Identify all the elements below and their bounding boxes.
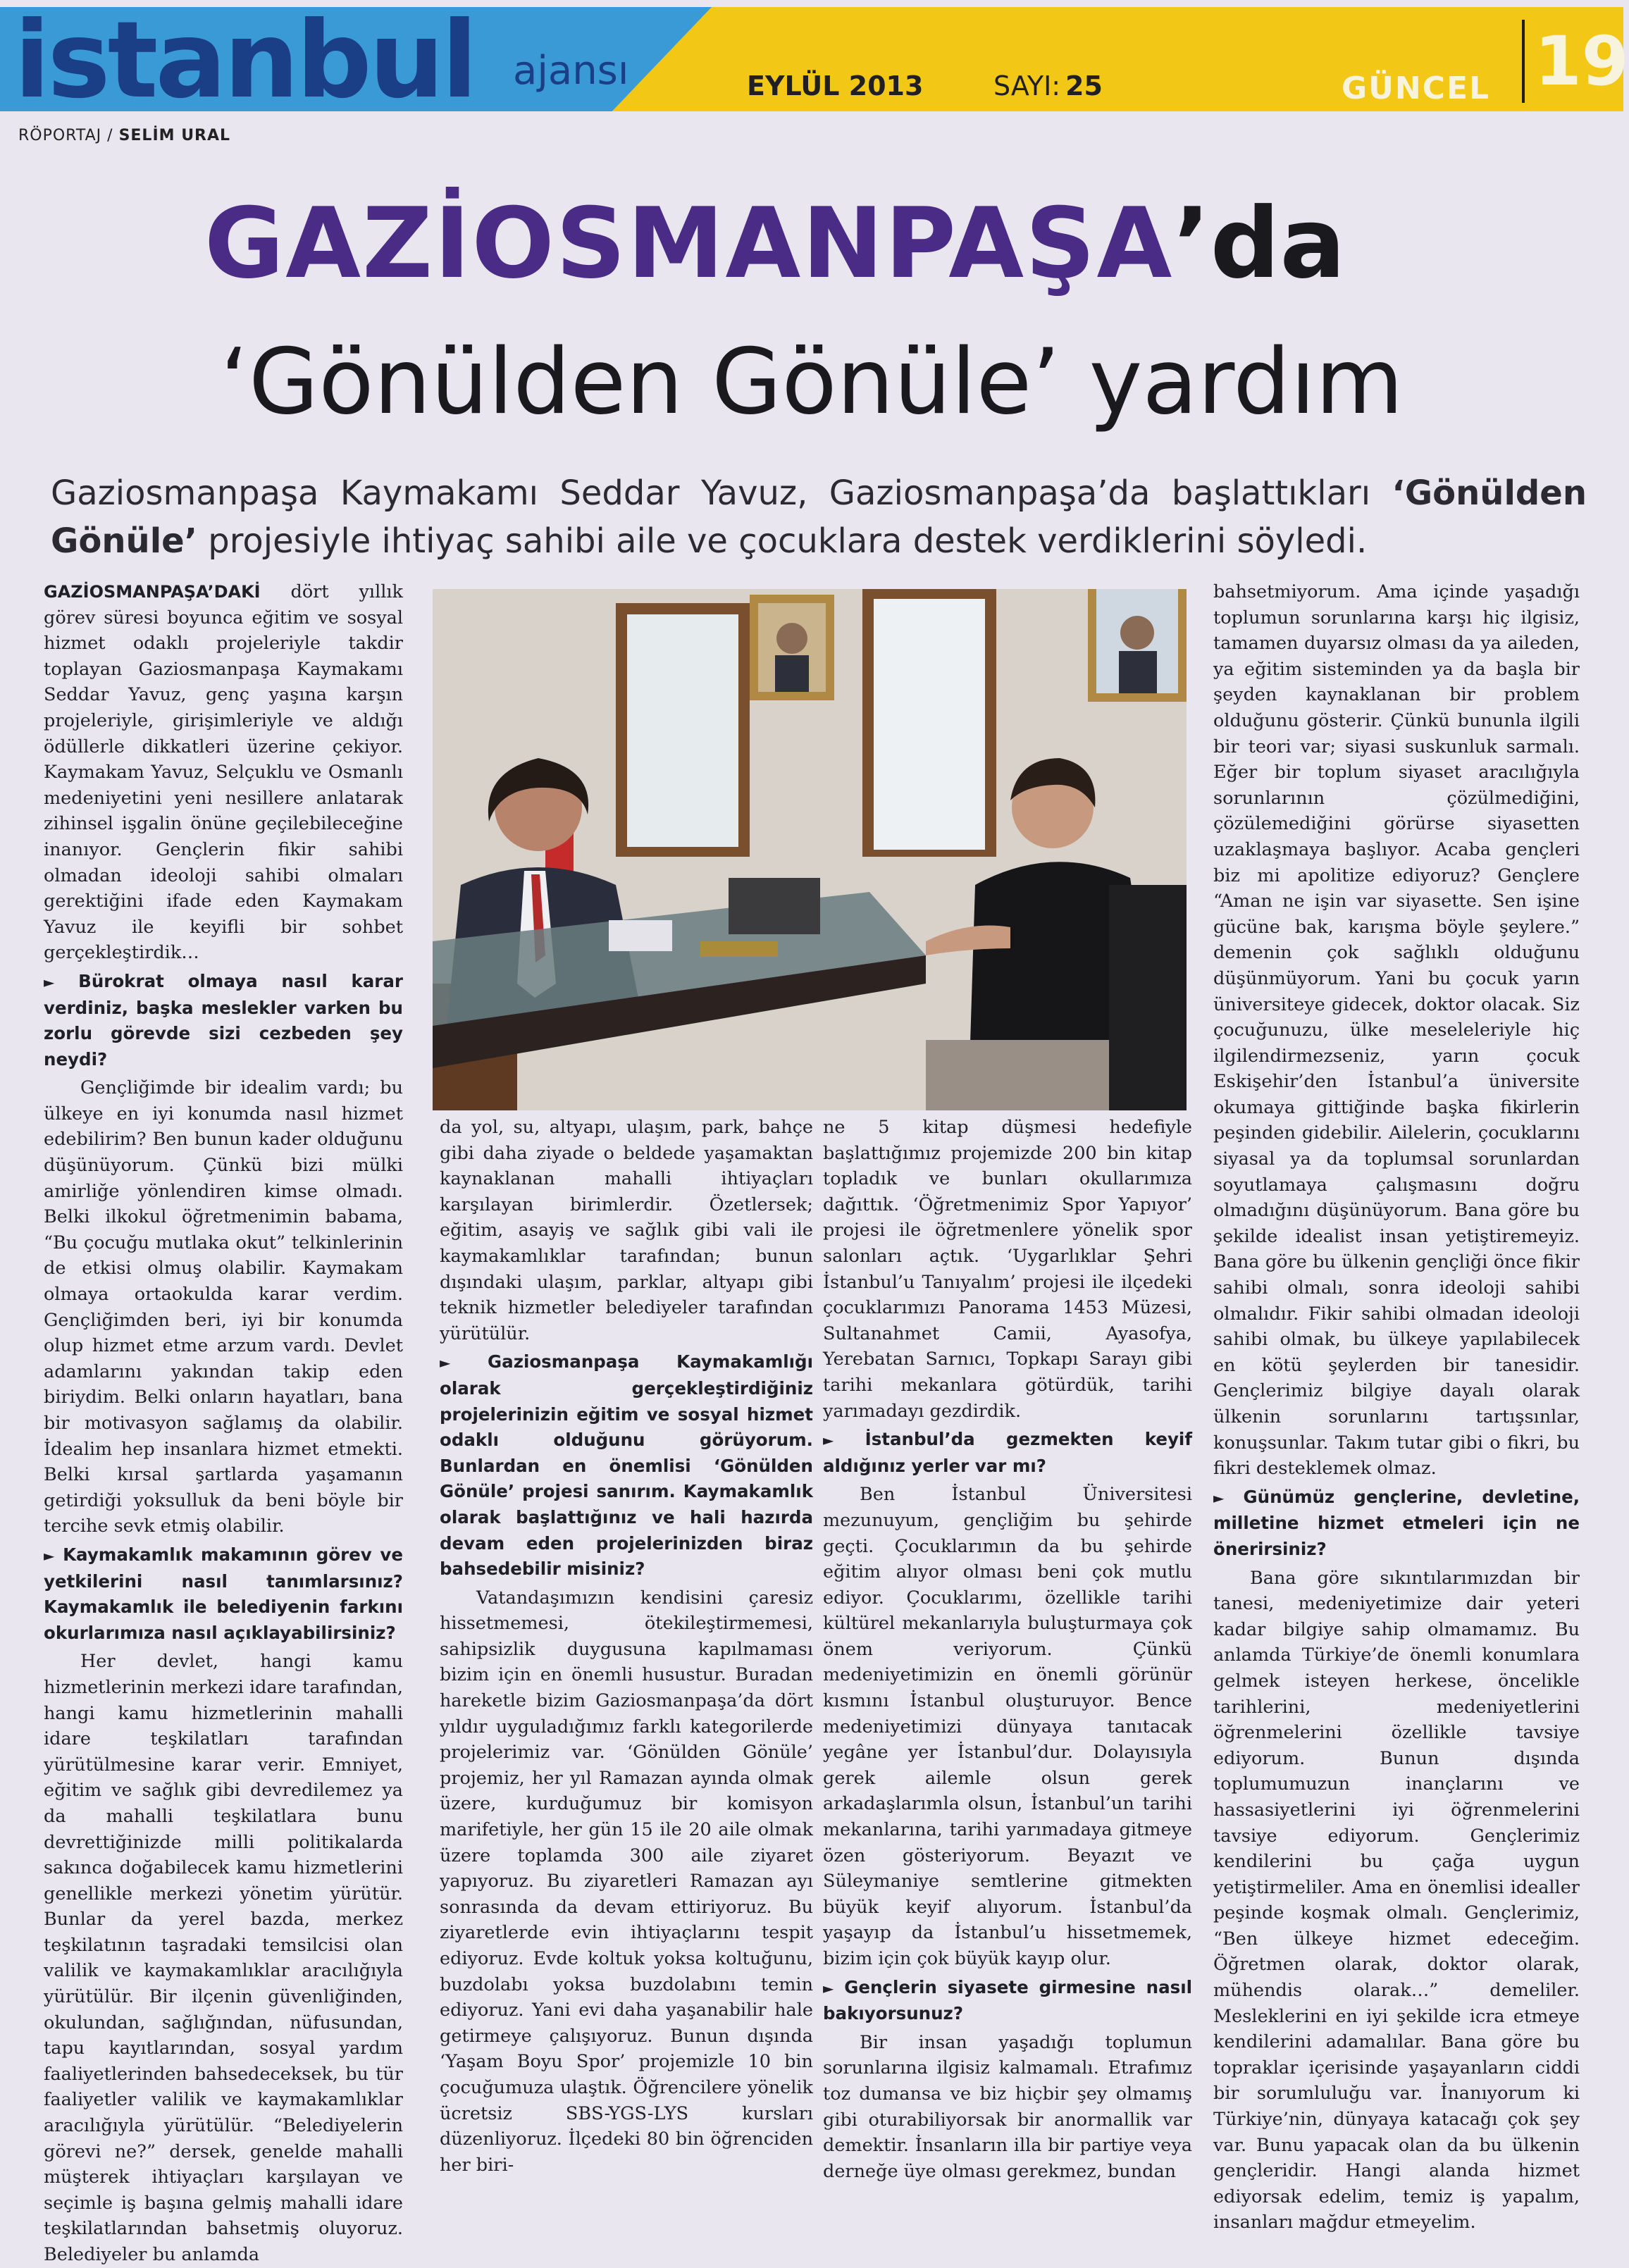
answer-5: Bir insan yaşadığı toplumun sorunlarına ilgisiz kalmamalı. Etrafımız toz dumansa ve biz hiçbir şey olmamış gibi oturabiliyorsak bir anormallik var demektir. İnsanların illa bir partiye veya derneğe üye olması gerekmez, bundan — [823, 2031, 1192, 2182]
page-number: 19 — [1522, 20, 1621, 103]
publication-logo-suffix: ajansı — [513, 48, 629, 94]
question-arrow-icon: ► — [823, 1432, 834, 1449]
article-column-4 — [1213, 579, 1580, 2236]
masthead — [0, 0, 1629, 122]
lead-text-1: Gaziosmanpaşa Kaymakamı Seddar Yavuz, Gaziosmanpaşa’da başlattıkları — [51, 473, 1392, 513]
publication-logo: istanbul — [14, 0, 475, 122]
question-arrow-icon: ► — [44, 973, 55, 991]
byline-author: SELİM URAL — [118, 127, 231, 144]
question-4 — [823, 1427, 1192, 1479]
headline-place: GAZİOSMANPAŞA — [204, 187, 1174, 300]
article-column-3 — [823, 1115, 1192, 2184]
lead-project-name: ‘Gönülden Gönüle’ — [51, 473, 1587, 561]
article-column-2 — [440, 1115, 813, 2178]
question-1-text: Bürokrat olmaya nasıl karar verdiniz, başka meslekler varken bu zorlu görevde sizi cezbeden şey neydi? — [44, 970, 403, 1070]
interview-photo — [433, 589, 1187, 1110]
question-1 — [44, 969, 403, 1072]
answer-4: Ben İstanbul Üniversitesi mezunuyum, gençliğim bu şehirde geçti. Çocuklarımın da bu şehirde eğitim alıyor olması beni çok mutlu ediyor. Çocuklarımı, özellikle tarihi kültürel mekanlarıyla buluşturmaya çok önem veriyorum. Çünkü medeniyetimizin en önemli görünür kısmını İstanbul oluşturuyor. Bence medeniyetimizi dünyaya tanıtacak yegâne yer İstanbul’dur. Dolayısıyla gerek ailemle olsun gerek arkadaşlarımla olsun, İstanbul’un tarihi mekanlarına, tarihi yarımadaya gitmeye özen gösteriyorum. Beyazıt ve Süleymaniye semtlerine gitmekten büyük keyif alıyorum. İstanbul’da yaşayıp da İstanbul’u hissetmemek, bizim için çok büyük kayıp olur. — [823, 1484, 1192, 1969]
question-arrow-icon: ► — [1213, 1489, 1225, 1506]
question-arrow-icon: ► — [823, 1979, 834, 1997]
question-5-text: Gençlerin siyasete girmesine nasıl bakıyorsunuz? — [823, 1976, 1192, 2024]
question-3 — [440, 1349, 813, 1582]
issue-date: EYLÜL 2013 — [747, 70, 924, 101]
answer-2-continued: da yol, su, altyapı, ulaşım, park, bahçe gibi daha ziyade o beldede yaşamaktan kaynaklanan mahalli ihtiyaçları karşılayan birimlerdir. Özetlersek; eğitim, asayiş ve sağlık gibi vali ile kaymakamlıklar tarafından; bunun dışındaki ulaşım, parklar, altyapı gibi teknik hizmetler belediyeler tarafından yürütülür. — [440, 1117, 813, 1344]
question-5 — [823, 1975, 1192, 2027]
answer-6: Bana göre sıkıntılarımızdan bir tanesi, medeniyetimize dair yeteri kadar bilgiye sahip olmamamız. Bu anlamda Türkiye’de önemli konumlara gelmek isteyen herkese, öncelikle tarihlerini, medeniyetlerini öğrenmelerini özellikle tavsiye ediyorum. Bunun dışında toplumumuzun inançlarını ve hassasiyetlerini iyi öğrenmelerini tavsiye ediyorum. Gençlerimiz kendilerini bu çağa uygun yetiştirmeliler. Ama en önemlisi idealler peşinde koşmak olmalı. Gençlerimiz, “Ben ülkeye hizmet edeceğim. Öğretmen olarak, doktor olarak, mühendis olarak…” demeliler. Mesleklerini en iyi şekilde icra etmeye kendilerini adamalılar. Bana göre bu topraklar içerisinde yaşayanların ciddi bir sorumluluğu var. İnanıyorum ki Türkiye’nin, dünyaya katacağı çok şey var. Bunu yapacak olan da bu ülkenin gençleridir. Hangi alanda hizmet ediyorsak edelim, temiz iş yapalım, insanları mağdur etmeyelim. — [1213, 1567, 1580, 2233]
answer-1: Gençliğimde bir idealim vardı; bu ülkeye en iyi konumda nasıl hizmet edebilirim? Ben bunun kader olduğunu düşünüyorum. Çünkü bizi mülki amirliğe yönlendiren kimse olmadı. Belki ilkokul öğretmenimin babama, “Bu çocuğu mutlaka okut” telkinlerinin de etkisi olmuş olabilir. Kaymakam olmaya ortaokulda karar verdim. Gençliğimden beri, iyi bir konumda olup hizmet etme arzum vardı. Devlet adamlarını yakından takip eden biriydim. Belki onların hayatları, bana bir motivasyon sağlamış da olabilir. İdealim hep insanlara hizmet etmekti. Belki kırsal şartlarda yaşamanın getirdiği yoksulluk da beni böyle bir tercihe sevk etmiş olabilir. — [44, 1077, 403, 1537]
answer-5-continued: bahsetmiyorum. Ama içinde yaşadığı toplumun sorunlarına karşı hiç ilgisiz, tamamen duyarsız olması da ya aileden, ya eğitim sisteminden ya da başla bir şeyden kaynaklanan bir problem olduğunu gösterir. Çünkü bununla ilgili bir teori var; siyasi suskunluk sarmalı. Eğer bir toplum siyaset aracılığıyla sorunlarının çözülmediğini, çözülemediğini görürse siyasetten uzaklaşmaya başlıyor. Acaba gençleri biz mi apolitize ediyoruz? Gençlere “Aman ne işin var siyasette. Sen işine gücüne bak, karışma böyle şeylere.” demenin çok sağlıklı olduğunu düşünmüyorum. Yani bu çocuk yarın üniversiteye gidecek, doktor olacak. Siz çocuğunuzu, ülke meseleleriyle hiç ilgilendirmezseniz, yarın çocuk Eskişehir’den İstanbul’a üniversite okumaya gittiğinde başka fikirlerin peşinden gidebilir. Ailelerin, çocuklarını siyasal ya da toplumsal sorunlardan soyutlamaya çalışmasını doğru olmadığını düşünüyorum. Bana göre bu şekilde idealist insan yetiştiremeyiz. Bana göre bu ülkenin gençliği önce fikir sahibi olmalı, sonra ideoloji sahibi olmalıdır. Fikir sahibi olmadan ideoloji sahibi olmak, bu ülkeye yapılabilecek en kötü şeylerden bir tanesidir. Gençlerimiz bilgiye dayalı olarak ülkenin sorunlarını tartışsınlar, konuşsunlar. Takım tutar gibi o fikri, bu fikri desteklemek olmaz. — [1213, 581, 1580, 1480]
lead-text-2: projesiyle ihtiyaç sahibi aile ve çocuklara destek verdiklerini söyledi. — [197, 521, 1368, 561]
byline-category: RÖPORTAJ — [18, 127, 102, 144]
intro-lead-in: GAZİOSMANPAŞA’DAKİ — [44, 582, 261, 602]
issue-number: 25 — [1065, 70, 1103, 101]
answer-2: Her devlet, hangi kamu hizmetlerinin merkezi idare tarafından, hangi kamu hizmetlerinin mahalli idare teşkilatları tarafından yürütülmesine karar verir. Emniyet, eğitim ve sağlık gibi devredilemez ya da mahalli teşkilatlara bunu devrettiğinizde milli politikalarda sakınca doğabilecek kamu hizmetlerini genellikle merkezi yönetim yürütür. Bunlar da yerel bazda, merkez teşkilatının taşradaki temsilcisi olan valilik ve kaymakamlıklar aracılığıyla yürütülür. Bir ilçenin güvenliğinden, okulundan, sağlığından, nüfusundan, tapu kayıtlarından, sosyal yardım faaliyetlerinden bahsedeceksek, bu tür faaliyetler valilik ve kaymakamlıklar aracılığıyla yürütülür. “Belediyelerin görevi ne?” dersek, genelde mahalli müşterek ihtiyaçları karşılayan ve seçimle iş başına gelmiş mahalli idare teşkilatlarından bahsetmiş oluyoruz. Belediyeler bu anlamda — [44, 1651, 403, 2265]
headline-line-1 — [204, 187, 1473, 300]
byline — [18, 127, 230, 144]
answer-3-continued: ne 5 kitap düşmesi hedefiyle başlattığımız projemizde 200 bin kitap topladık ve bunları okullarımıza dağıttık. ‘Öğretmenimiz Spor Yapıyor’ projesi ile öğretmenlere yönelik spor salonları açtık. ‘Uygarlıklar Şehri İstanbul’u Tanıyalım’ projesi ile ilçedeki çocuklarımızı Panorama 1453 Müzesi, Sultanahmet Camii, Ayasofya, Yerebatan Sarnıcı, Topkapı Sarayı gibi tarihi mekanlara götürdük, tarihi yarımadayı gezdirdik. — [823, 1117, 1192, 1422]
headline-line-2: ‘Gönülden Gönüle’ yardım — [220, 330, 1404, 435]
question-6 — [1213, 1485, 1580, 1563]
interview-photo-illustration — [433, 589, 1187, 1110]
lead-paragraph — [51, 469, 1587, 565]
question-3-text: Gaziosmanpaşa Kaymakamlığı olarak gerçekleştirdiğiniz projelerinizin eğitim ve sosyal hizmet odaklı olduğunu görüyorum. Bunlardan en önemlisi ‘Gönülden Gönüle’ projesi sanırım. Kaymakamlık olarak başlattığınız ve hali hazırda devam eden projelerinizden biraz bahsedebilir misiniz? — [440, 1351, 813, 1580]
headline-suffix: ’da — [1173, 187, 1346, 300]
question-4-text: İstanbul’da gezmekten keyif aldığınız yerler var mı? — [823, 1429, 1192, 1476]
section-name: GÜNCEL — [1342, 70, 1491, 106]
question-arrow-icon: ► — [440, 1354, 451, 1372]
article-column-1 — [44, 579, 403, 2268]
intro-text: dört yıllık görev süresi boyunca eğitim ve sosyal hizmet odaklı projeleriyle takdir toplayan Gaziosmanpaşa Kaymakamı Seddar Yavuz, genç yaşına karşın projeleriyle, girişimleriyle ve aldığı ödüllerle dikkatleri üzerine çekiyor. Kaymakam Yavuz, Selçuklu ve Osmanlı medeniyetini yeni nesillere anlatarak zihinsel işgalin önüne geçilebileceğine inanıyor. Gençlerin fikir sahibi olmadan ideoloji sahibi olmaları gerektiğini ifade eden Kaymakam Yavuz ile keyifli bir sohbet gerçekleştirdik… — [44, 581, 403, 964]
question-2-text: Kaymakamlık makamının görev ve yetkilerini nasıl tanımlarsınız? Kaymakamlık ile belediyenin farkını okurlarımıza nasıl açıklayabilirsiniz? — [44, 1544, 404, 1643]
question-arrow-icon: ► — [44, 1547, 55, 1564]
intro-paragraph — [44, 579, 403, 966]
question-6-text: Günümüz gençlerine, devletine, milletine hizmet etmeleri için ne önerirsiniz? — [1213, 1486, 1580, 1559]
byline-separator: / — [107, 127, 113, 144]
question-2 — [44, 1542, 403, 1646]
issue-label: SAYI: — [993, 70, 1061, 101]
answer-3: Vatandaşımızın kendisini çaresiz hissetmemesi, ötekileştirmemesi, sahipsizlik duygusuna kapılmaması bizim için en önemli husustur. Buradan hareketle bizim Gaziosmanpaşa’da dört yıldır uyguladığımız farklı kategorilerde projelerimiz var. ‘Gönülden Gönüle’ projemiz, her yıl Ramazan ayında olmak üzere, kurduğumuz bir komisyon marifetiyle, her gün 15 ile 20 aile olmak üzere toplamda 300 aile ziyaret yapıyoruz. Bu ziyaretleri Ramazan ayı sonrasında da devam ettiriyoruz. Bu ziyaretlerde evin ihtiyaçlarını tespit ediyoruz. Evde koltuk yoksa koltuğunu, buzdolabı yoksa buzdolabını temin ediyoruz. Yani evi daha yaşanabilir hale getirmeye çalışıyoruz. Bunun dışında ‘Yaşam Boyu Spor’ projemizle 10 bin çocuğumuza ulaştık. Öğrencilere yönelik ücretsiz SBS-YGS-LYS kursları düzenliyoruz. İlçedeki 80 bin öğrenciden her biri- — [440, 1587, 813, 2176]
